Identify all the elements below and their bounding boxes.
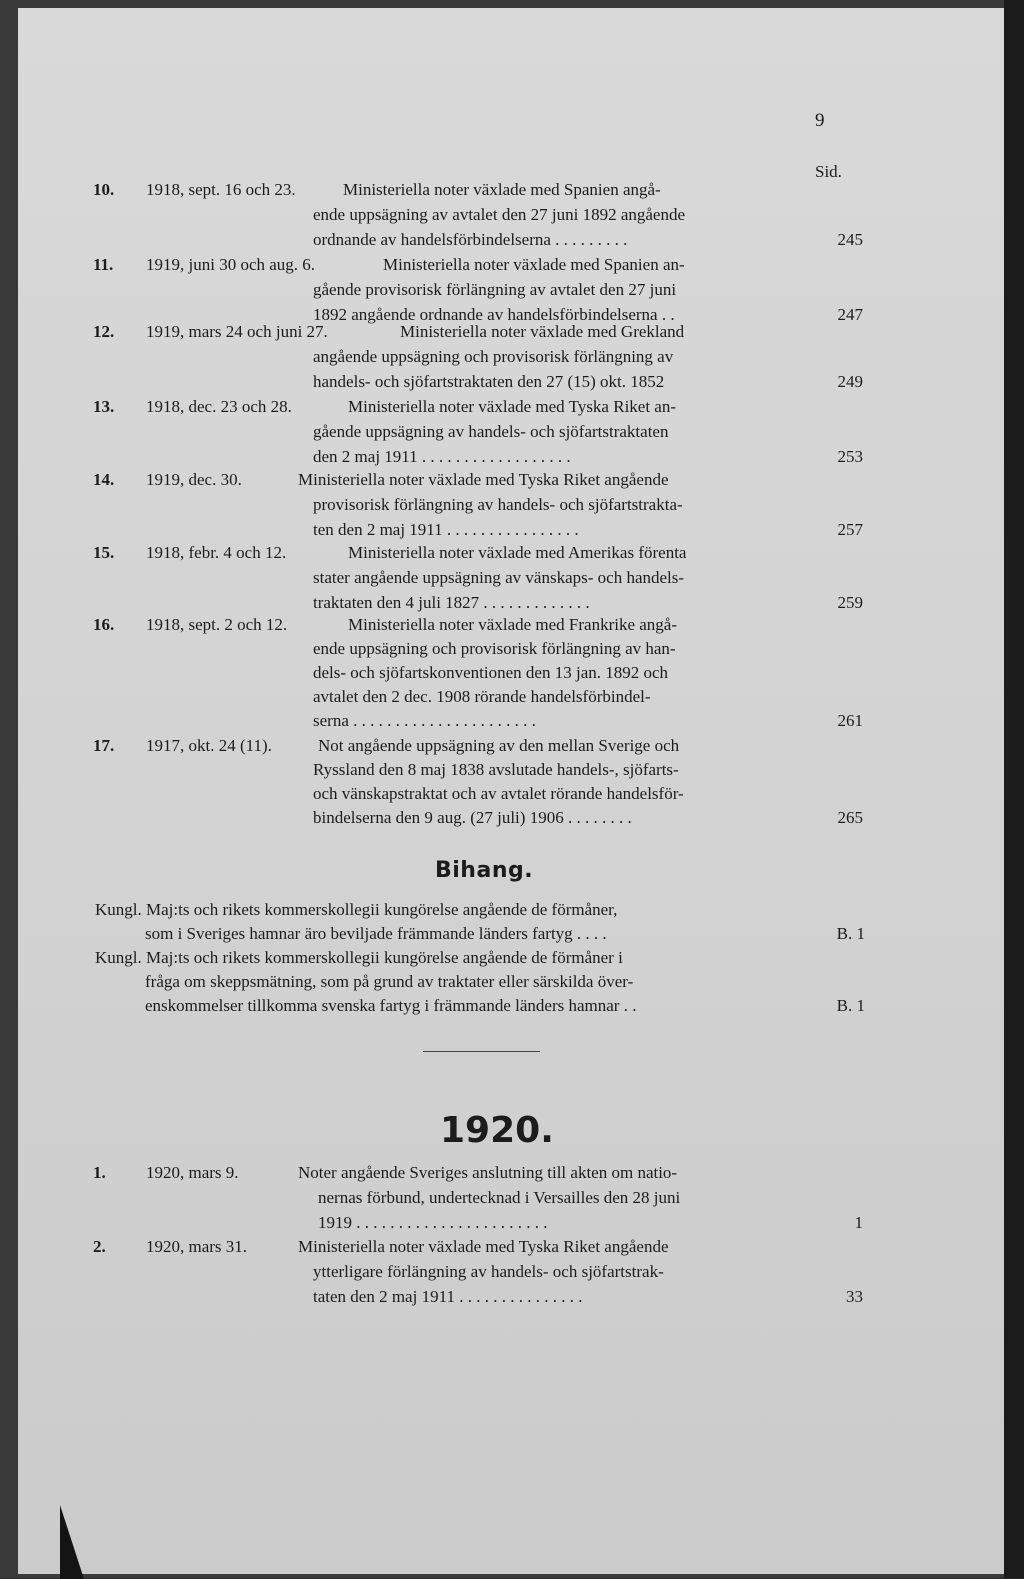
entry-text-line: Ministeriella noter växlade med Amerikas förenta	[348, 543, 687, 562]
entry-text-line: stater angående uppsägning av vänskaps- och handels-	[313, 568, 685, 587]
entry-text-line: Not angående uppsägning av den mellan Sverige och	[318, 736, 680, 755]
entry-number: 17.	[93, 736, 115, 755]
entry-text-line: Ryssland den 8 maj 1838 avslutade handels-, sjöfarts-	[313, 760, 679, 779]
scan-corner-mark	[60, 1505, 84, 1579]
entry-date: 1918, febr. 4 och 12.	[146, 543, 287, 562]
bihang-page-ref: B. 1	[836, 924, 865, 943]
entry-page-number: 259	[837, 593, 863, 612]
entry-number: 13.	[93, 397, 115, 416]
entry-date: 1920, mars 9.	[146, 1163, 239, 1182]
entry-page-number: 33	[846, 1287, 863, 1306]
entry-text-line: bindelserna den 9 aug. (27 juli) 1906 . . . . . . . .	[313, 808, 632, 827]
entry-page-number: 253	[837, 447, 863, 466]
bihang-text-line: som i Sveriges hamnar äro beviljade främmande länders fartyg . . . .	[145, 924, 607, 943]
section-divider	[423, 1051, 540, 1052]
toc-entry	[93, 397, 863, 477]
entry-page-number: 257	[837, 520, 863, 539]
bihang-page-ref: B. 1	[836, 996, 865, 1015]
toc-entry	[93, 180, 863, 260]
section-heading-bihang: Bihang.	[435, 858, 534, 883]
entry-text-line: Ministeriella noter växlade med Tyska Riket an-	[348, 397, 677, 416]
entry-number: 10.	[93, 180, 115, 199]
toc-entry	[93, 1163, 863, 1243]
bihang-item	[145, 996, 865, 1016]
toc-entry	[93, 615, 863, 735]
entry-page-number: 245	[837, 230, 863, 249]
page-number: 9	[815, 110, 825, 131]
entry-text-line: ende uppsägning och provisorisk förlängning av han-	[313, 639, 676, 658]
entry-text-line: gående provisorisk förlängning av avtalet den 27 juni	[313, 280, 677, 299]
entry-text-line: Ministeriella noter växlade med Tyska Riket angående	[298, 1237, 669, 1256]
entry-text-line: ytterligare förlängning av handels- och sjöfartstrak-	[313, 1262, 664, 1281]
entry-date: 1920, mars 31.	[146, 1237, 248, 1256]
entry-text-line: taten den 2 maj 1911 . . . . . . . . . . . . . . .	[313, 1287, 583, 1306]
entry-number: 12.	[93, 322, 115, 341]
entry-text-line: Noter angående Sveriges anslutning till akten om natio-	[298, 1163, 678, 1182]
entry-text-line: traktaten den 4 juli 1827 . . . . . . . . . . . . .	[313, 593, 590, 612]
entry-text-line: nernas förbund, undertecknad i Versailles den 28 juni	[318, 1188, 681, 1207]
column-label-sid: Sid.	[815, 162, 842, 181]
entry-text-line: ordnande av handelsförbindelserna . . . . . . . . .	[313, 230, 628, 249]
entry-text-line: avtalet den 2 dec. 1908 rörande handelsförbindel-	[313, 687, 651, 706]
toc-entry	[93, 470, 863, 550]
entry-text-line: handels- och sjöfartstraktaten den 27 (15) okt. 1852	[313, 372, 665, 391]
toc-entry	[93, 322, 863, 402]
entry-date: 1919, mars 24 och juni 27.	[146, 322, 328, 341]
entry-text-line: provisorisk förlängning av handels- och sjöfartstrakta-	[313, 495, 683, 514]
entry-text-line: Ministeriella noter växlade med Frankrike angå-	[348, 615, 678, 634]
bihang-text-line: enskommelser tillkomma svenska fartyg i främmande länders hamnar . .	[145, 996, 637, 1015]
entry-number: 15.	[93, 543, 115, 562]
entry-number: 14.	[93, 470, 115, 489]
entry-page-number: 249	[837, 372, 863, 391]
entry-text-line: Ministeriella noter växlade med Spanien angå-	[343, 180, 661, 199]
entry-date: 1919, dec. 30.	[146, 470, 242, 489]
bihang-text-line: Kungl. Maj:ts och rikets kommerskollegii kungörelse angående de förmåner i	[95, 948, 623, 967]
entry-text-line: 1919 . . . . . . . . . . . . . . . . . . . . . . .	[318, 1213, 548, 1232]
entry-text-line: serna . . . . . . . . . . . . . . . . . . . . . .	[313, 711, 536, 730]
entry-page-number: 247	[837, 305, 863, 324]
entry-date: 1918, sept. 2 och 12.	[146, 615, 288, 634]
entry-text-line: dels- och sjöfartskonventionen den 13 jan. 1892 och	[313, 663, 669, 682]
entry-page-number: 261	[837, 711, 863, 730]
toc-entry	[93, 1237, 863, 1317]
entry-number: 1.	[93, 1163, 106, 1182]
year-heading: 1920.	[440, 1110, 554, 1151]
entry-text-line: 1892 angående ordnande av handelsförbindelserna . .	[313, 305, 675, 324]
entry-number: 16.	[93, 615, 115, 634]
entry-date: 1917, okt. 24 (11).	[146, 736, 272, 755]
entry-page-number: 1	[854, 1213, 863, 1232]
entry-text-line: ten den 2 maj 1911 . . . . . . . . . . . . . . . .	[313, 520, 579, 539]
entry-page-number: 265	[837, 808, 863, 827]
entry-text-line: och vänskapstraktat och av avtalet rörande handelsför-	[313, 784, 684, 803]
entry-date: 1919, juni 30 och aug. 6.	[146, 255, 316, 274]
entry-text-line: Ministeriella noter växlade med Tyska Riket angående	[298, 470, 669, 489]
toc-entry	[93, 543, 863, 623]
entry-text-line: Ministeriella noter växlade med Grekland	[400, 322, 685, 341]
entry-date: 1918, sept. 16 och 23.	[146, 180, 296, 199]
bihang-text-line: fråga om skeppsmätning, som på grund av traktater eller särskilda över-	[145, 972, 634, 991]
entry-text-line: ende uppsägning av avtalet den 27 juni 1892 angående	[313, 205, 685, 224]
entry-text-line: den 2 maj 1911 . . . . . . . . . . . . . . . . . .	[313, 447, 571, 466]
entry-text-line: gående uppsägning av handels- och sjöfartstraktaten	[313, 422, 669, 441]
bihang-text-line: Kungl. Maj:ts och rikets kommerskollegii kungörelse angående de förmåner,	[95, 900, 618, 919]
page-edge-shadow	[1004, 0, 1024, 1578]
entry-number: 11.	[93, 255, 114, 274]
bihang-item	[145, 924, 865, 944]
entry-number: 2.	[93, 1237, 106, 1256]
entry-text-line: angående uppsägning och provisorisk förlängning av	[313, 347, 674, 366]
entry-date: 1918, dec. 23 och 28.	[146, 397, 292, 416]
toc-entry	[93, 736, 863, 836]
entry-text-line: Ministeriella noter växlade med Spanien an-	[383, 255, 685, 274]
